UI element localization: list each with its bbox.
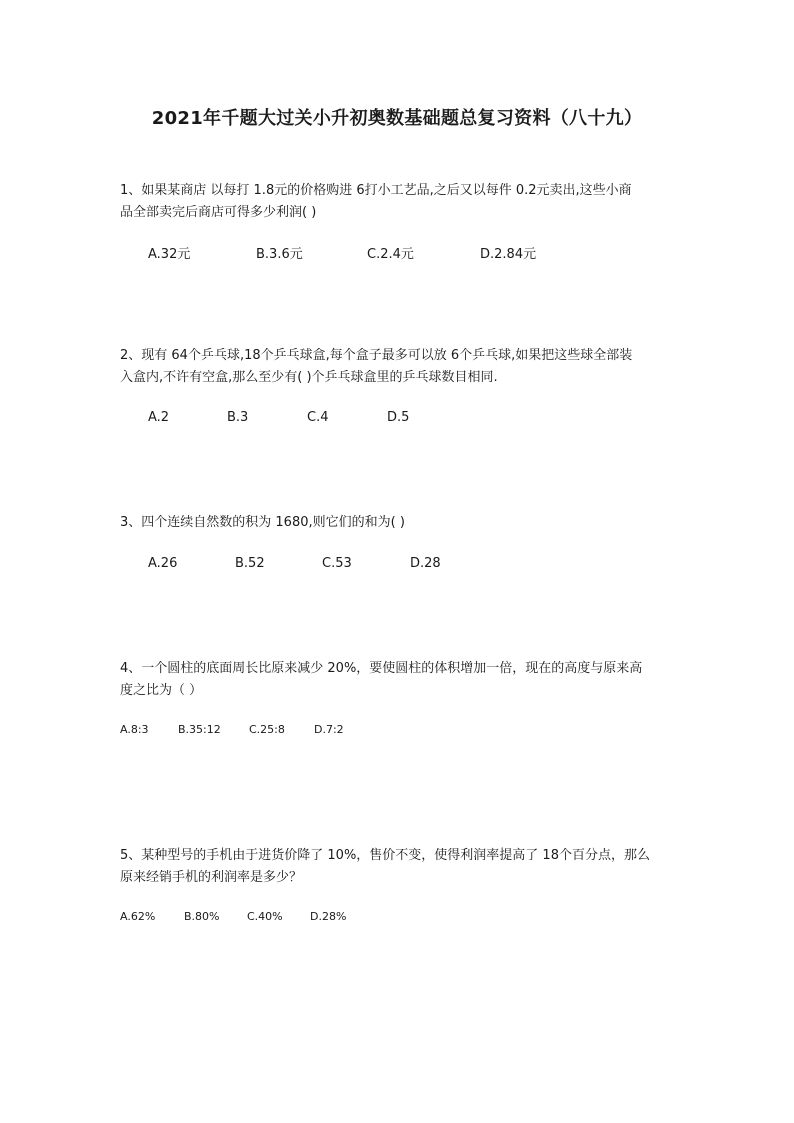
question-4-option-c: C.25:8 [249,723,285,736]
question-4-line-2: 度之比为（ ） [120,683,203,698]
question-4-text [120,658,680,702]
question-2-option-a: A.2 [148,410,170,425]
question-2-option-b: B.3 [227,410,249,425]
question-1-option-b: B.3.6元 [256,247,303,262]
question-2-line-2: 入盒内,不许有空盒,那么至少有( )个乒乓球盒里的乒乓球数目相同. [120,370,498,385]
question-5-line-1: 5、某种型号的手机由于进货价降了 10%，售价不变，使得利润率提高了 18个百分点，那么 [120,848,650,863]
question-4-line-1: 4、一个圆柱的底面周长比原来减少 20%，要使圆柱的体积增加一倍，现在的高度与原来高 [120,661,643,676]
question-3-option-b: B.52 [235,556,265,571]
question-5-option-b: B.80% [184,910,220,923]
question-3-option-d: D.28 [410,556,441,571]
question-2-option-d: D.5 [387,410,410,425]
question-2-text [120,345,680,389]
question-1-line-1: 1、如果某商店 以每打 1.8元的价格购进 6打小工艺品,之后又以每件 0.2元卖出,这些小商 [120,183,632,198]
question-5-option-a: A.62% [120,910,156,923]
question-1-line-2: 品全部卖完后商店可得多少利润( ) [120,205,317,220]
question-5-line-2: 原来经销手机的利润率是多少？ [120,870,303,885]
question-3-option-c: C.53 [322,556,352,571]
question-5-option-c: C.40% [247,910,283,923]
question-4-option-a: A.8:3 [120,723,149,736]
question-4-option-b: B.35:12 [178,723,221,736]
page-title: 2021年千题大过关小升初奥数基础题总复习资料（八十九） [151,108,643,129]
question-3-option-a: A.26 [148,556,178,571]
question-1-option-a: A.32元 [148,247,191,262]
question-3-line-1: 3、四个连续自然数的积为 1680,则它们的和为( ) [120,515,405,530]
question-2-option-c: C.4 [307,410,329,425]
question-3-text [120,512,680,534]
question-4-option-d: D.7:2 [314,723,344,736]
question-5-option-d: D.28% [310,910,347,923]
question-5-text [120,845,680,889]
question-2-line-1: 2、现有 64个乒乓球,18个乒乓球盒,每个盒子最多可以放 6个乒乓球,如果把这些球全部装 [120,348,633,363]
question-1-option-d: D.2.84元 [480,247,537,262]
question-1-text [120,180,680,224]
question-1-option-c: C.2.4元 [367,247,414,262]
